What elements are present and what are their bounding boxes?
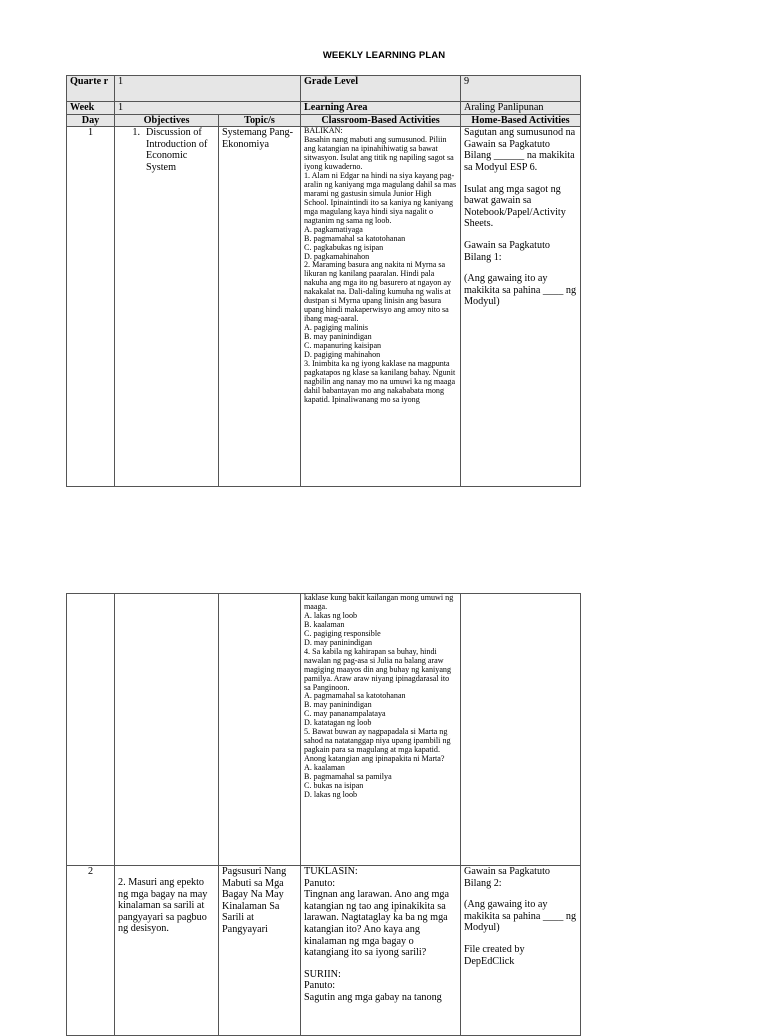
activity-line: 4. Sa kabila ng kahirapan sa buhay, hindi nawalan ng pag-asa si Julia na balang araw magiging maayos din ang buhay ng kaniyang pamilya. Araw araw niyang ipinagdarasal ito sa Panginoon.	[304, 646, 452, 692]
home-activity-line: Sagutan ang sumusunod na Gawain sa Pagkatuto Bilang ______ na makikita sa Modyul ESP 6.	[464, 127, 576, 173]
activity-line: Tingnan ang larawan. Ano ang mga katangian ng tao ang ipinakikita sa larawan. Nagtataglay ka ba ng mga katangian ito? Ano kaya ang kinalaman ng mga bagay o katangiang ito sa iyong sarili?	[304, 889, 450, 959]
activity-line: A. lakas ng loob	[304, 610, 358, 620]
objective-text: Discussion of Introduction of Economic System	[146, 127, 208, 173]
day-1-row	[67, 127, 581, 487]
home-activity-line: Gawain sa Pagkatuto Bilang 2:	[464, 866, 551, 889]
week-value: 1	[115, 102, 301, 115]
day-2-classroom-activities	[301, 866, 461, 1036]
day-1-classroom-activities	[301, 127, 461, 487]
day-1-continued-row	[67, 594, 581, 866]
day-1-continued-classroom-activities	[301, 594, 461, 866]
day-1-objective	[115, 127, 219, 487]
quarter-row	[67, 76, 581, 102]
activity-line: C. pagkabukas ng isipan	[304, 242, 384, 252]
col-classroom-activities: Classroom-Based Activities	[301, 114, 461, 127]
activity-line: BALIKAN:	[304, 126, 343, 136]
day-2-home-activities	[461, 866, 581, 1036]
day-1-continued-day	[67, 594, 115, 866]
activity-line: D. pagkamahinahon	[304, 251, 370, 261]
activity-line: B. kaalaman	[304, 619, 345, 629]
activity-line: Panuto:	[304, 877, 336, 889]
activity-line: SURIIN:	[304, 968, 341, 980]
learning-area-label: Learning Area	[301, 102, 461, 115]
col-objectives: Objectives	[115, 114, 219, 127]
week-row	[67, 102, 581, 115]
activity-line: Basahin nang mabuti ang sumusunod. Piliin ang katangian na ipinahihiwatig sa bawat sitwasyon. Isulat ang titik ng napiling sagot sa iyong kuwaderno.	[304, 135, 454, 171]
activity-line: Panuto:	[304, 980, 336, 992]
weekly-plan-table-page-2	[66, 593, 581, 1036]
grade-level-label: Grade Level	[301, 76, 461, 102]
activity-line: 3. Inimbita ka ng iyong kaklase na magpunta pagkatapos ng klase sa kanilang bahay. Ngunit nagbilin ang nanay mo na umuwi ka ng maaga dahil babantayan mo ang nakababata mong kapatid. Ipinaliwanang mo sa iyong	[304, 358, 456, 404]
activity-line: kaklase kung bakit kailangan mong umuwi ng maaga.	[304, 593, 454, 611]
activity-line: A. pagkamatiyaga	[304, 224, 363, 234]
day-1-number: 1	[67, 127, 115, 487]
activity-line: D. katatagan ng loob	[304, 718, 372, 728]
activity-line: B. may paninindigan	[304, 332, 372, 342]
activity-line: D. may paninindigan	[304, 637, 373, 647]
home-activity-line: (Ang gawaing ito ay makikita sa pahina ____ ng Modyul)	[464, 273, 577, 308]
quarter-value: 1	[115, 76, 301, 102]
home-activity-line: Isulat ang mga sagot ng bawat gawain sa Notebook/Papel/Activity Sheets.	[464, 183, 566, 230]
col-home-activities: Home-Based Activities	[461, 114, 581, 127]
activity-line: D. pagiging mahinahon	[304, 350, 381, 360]
home-activity-line: Gawain sa Pagkatuto Bilang 1:	[464, 239, 551, 263]
activity-line: C. may pananampalataya	[304, 709, 386, 719]
day-1-continued-topic	[219, 594, 301, 866]
day-1-continued-home	[461, 594, 581, 866]
grade-level-value: 9	[461, 76, 581, 102]
col-day: Day	[67, 114, 115, 127]
day-2-topic: Pagsusuri Nang Mabuti sa Mga Bagay Na May Kinalaman Sa Sarili at Pangyayari	[219, 866, 301, 1036]
activity-line: 1. Alam ni Edgar na hindi na siya kayang pag-aralin ng kaniyang mga magulang dahil sa mas marami ng gastusin simula Junior High School. Ipinaintindi ito sa kaniya ng kaniyang mga magulang kaya hindi siya nagalit o nagtanim ng sama ng loob.	[304, 170, 457, 225]
quarter-label: Quarte r	[67, 76, 115, 102]
activity-line: B. pagmamahal sa katotohanan	[304, 233, 406, 243]
weekly-plan-table-page-1	[66, 75, 581, 487]
objective-number: 1.	[132, 127, 140, 139]
day-1-topic: Systemang Pang-Ekonomiya	[219, 127, 301, 487]
day-2-row	[67, 866, 581, 1036]
day-2-number: 2	[67, 866, 115, 1036]
home-activity-line: (Ang gawaing ito ay makikita sa pahina ____ ng Modyul)	[464, 899, 577, 934]
activity-line: Sagutin ang mga gabay na tanong	[304, 991, 442, 1003]
day-1-continued-objective	[115, 594, 219, 866]
page-title: WEEKLY LEARNING PLAN	[322, 50, 446, 61]
activity-line: D. lakas ng loob	[304, 789, 358, 799]
column-header-row	[67, 114, 581, 127]
activity-line: A. kaalaman	[304, 763, 345, 773]
activity-line: C. mapanuring kaisipan	[304, 341, 382, 351]
activity-line: C. bukas na isipan	[304, 781, 364, 791]
day-2-objective	[115, 866, 219, 1036]
day-1-home-activities	[461, 127, 581, 487]
objective-text: 2. Masuri ang epekto ng mga bagay na may kinalaman sa sarili at pangyayari sa pagbuo ng desisyon.	[118, 877, 208, 935]
week-label: Week	[67, 102, 115, 115]
learning-area-value: Araling Panlipunan	[461, 102, 581, 115]
activity-line: C. pagiging responsible	[304, 628, 381, 638]
activity-line: 2. Maraming basura ang nakita ni Myrna sa likuran ng kanilang paaralan. Hindi pala nakuha ang mga ito ng basurero at ngayon ay nakakalat na. Dali-daling kumuha ng walis at dustpan si Myrna upang linisin ang basura upang hindi makaperwisyo ang amoy nito sa ibang mag-aaral.	[304, 260, 451, 324]
activity-line: A. pagmamahal sa katotohanan	[304, 691, 406, 701]
col-topics: Topic/s	[219, 114, 301, 127]
home-activity-line: File created by DepEdClick	[464, 943, 525, 967]
activity-line: TUKLASIN:	[304, 866, 358, 877]
activity-line: B. may paninindigan	[304, 700, 372, 710]
activity-line: B. pagmamahal sa pamilya	[304, 772, 392, 782]
activity-line: A. pagiging malinis	[304, 323, 369, 333]
activity-line: 5. Bawat buwan ay nagpapadala si Marta ng sahod na natatanggap niya upang ipambili ng pagkain para sa magulang at mga kapatid. Anong katangian ang ipinapakita ni Marta?	[304, 727, 451, 764]
